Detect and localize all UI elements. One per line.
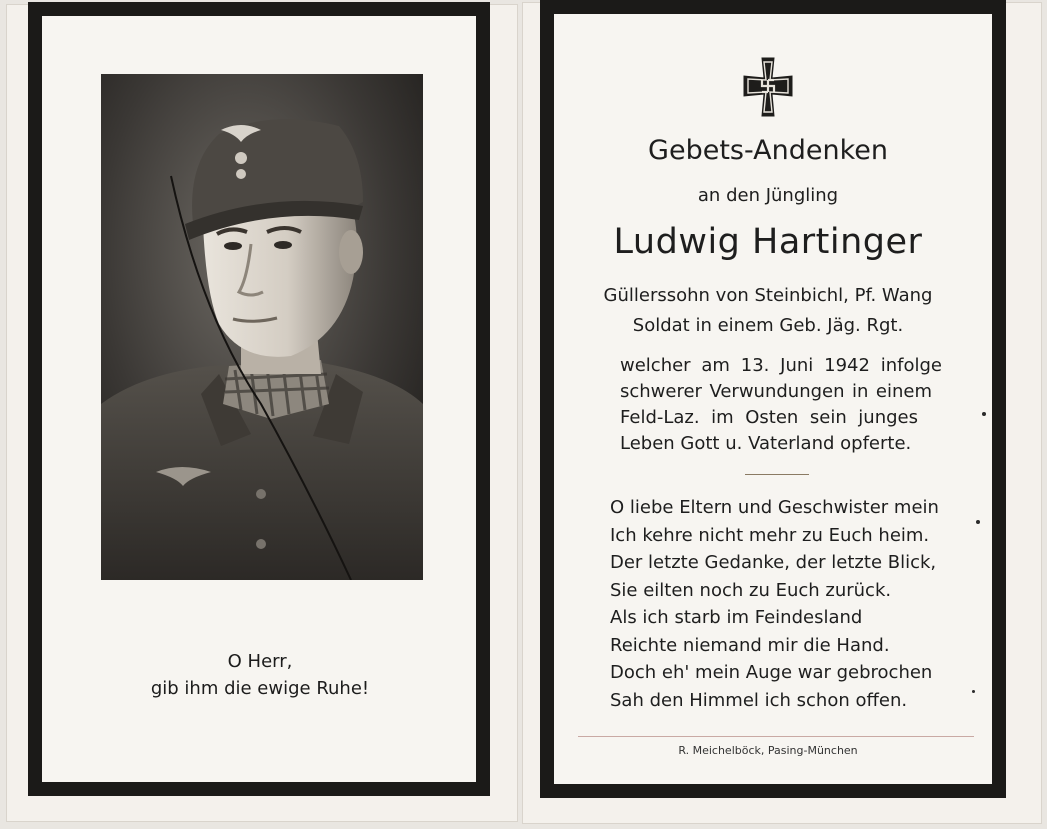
poem-line: O liebe Eltern und Geschwister mein <box>610 497 939 518</box>
paragraph-line: welcher am 13. Juni 1942 infolge <box>620 355 942 376</box>
card-title: Gebets-Andenken <box>648 135 888 166</box>
death-paragraph <box>620 353 942 457</box>
poem-line: Ich kehre nicht mehr zu Euch heim. <box>610 524 930 546</box>
poem-line: Der letzte Gedanke, der letzte Blick, <box>610 552 937 573</box>
printer-credit: R. Meichelböck, Pasing-München <box>678 744 858 757</box>
unit-line: Soldat in einem Geb. Jäg. Rgt. <box>632 315 904 336</box>
ink-speck <box>972 690 975 693</box>
prayer-verse <box>100 648 420 702</box>
iron-cross-icon <box>742 56 794 118</box>
footer-rule <box>578 736 974 737</box>
prayer-line: gib ihm die ewige Ruhe! <box>150 678 370 699</box>
portrait-photo <box>101 74 423 580</box>
origin-line: Güllerssohn von Steinbichl, Pf. Wang <box>603 285 933 306</box>
prayer-line: O Herr, <box>227 651 293 672</box>
memorial-poem <box>610 494 939 714</box>
poem-line: Reichte niemand mir die Hand. <box>610 634 890 656</box>
card-subtitle: an den Jüngling <box>697 185 839 206</box>
poem-line: Als ich starb im Feindesland <box>610 607 863 628</box>
poem-line: Sie eilten noch zu Euch zurück. <box>610 579 892 601</box>
paragraph-line: schwerer Verwundungen in einem <box>620 381 932 402</box>
separator-line <box>745 474 809 475</box>
paragraph-line: Leben Gott u. Vaterland opferte. <box>620 433 912 454</box>
ink-speck <box>982 412 986 416</box>
paragraph-line: Feld-Laz. im Osten sein junges <box>620 407 918 428</box>
poem-line: Sah den Himmel ich schon offen. <box>610 689 908 711</box>
deceased-name: Ludwig Hartinger <box>613 222 923 262</box>
ink-speck <box>976 520 980 524</box>
poem-line: Doch eh' mein Auge war gebrochen <box>610 662 933 683</box>
